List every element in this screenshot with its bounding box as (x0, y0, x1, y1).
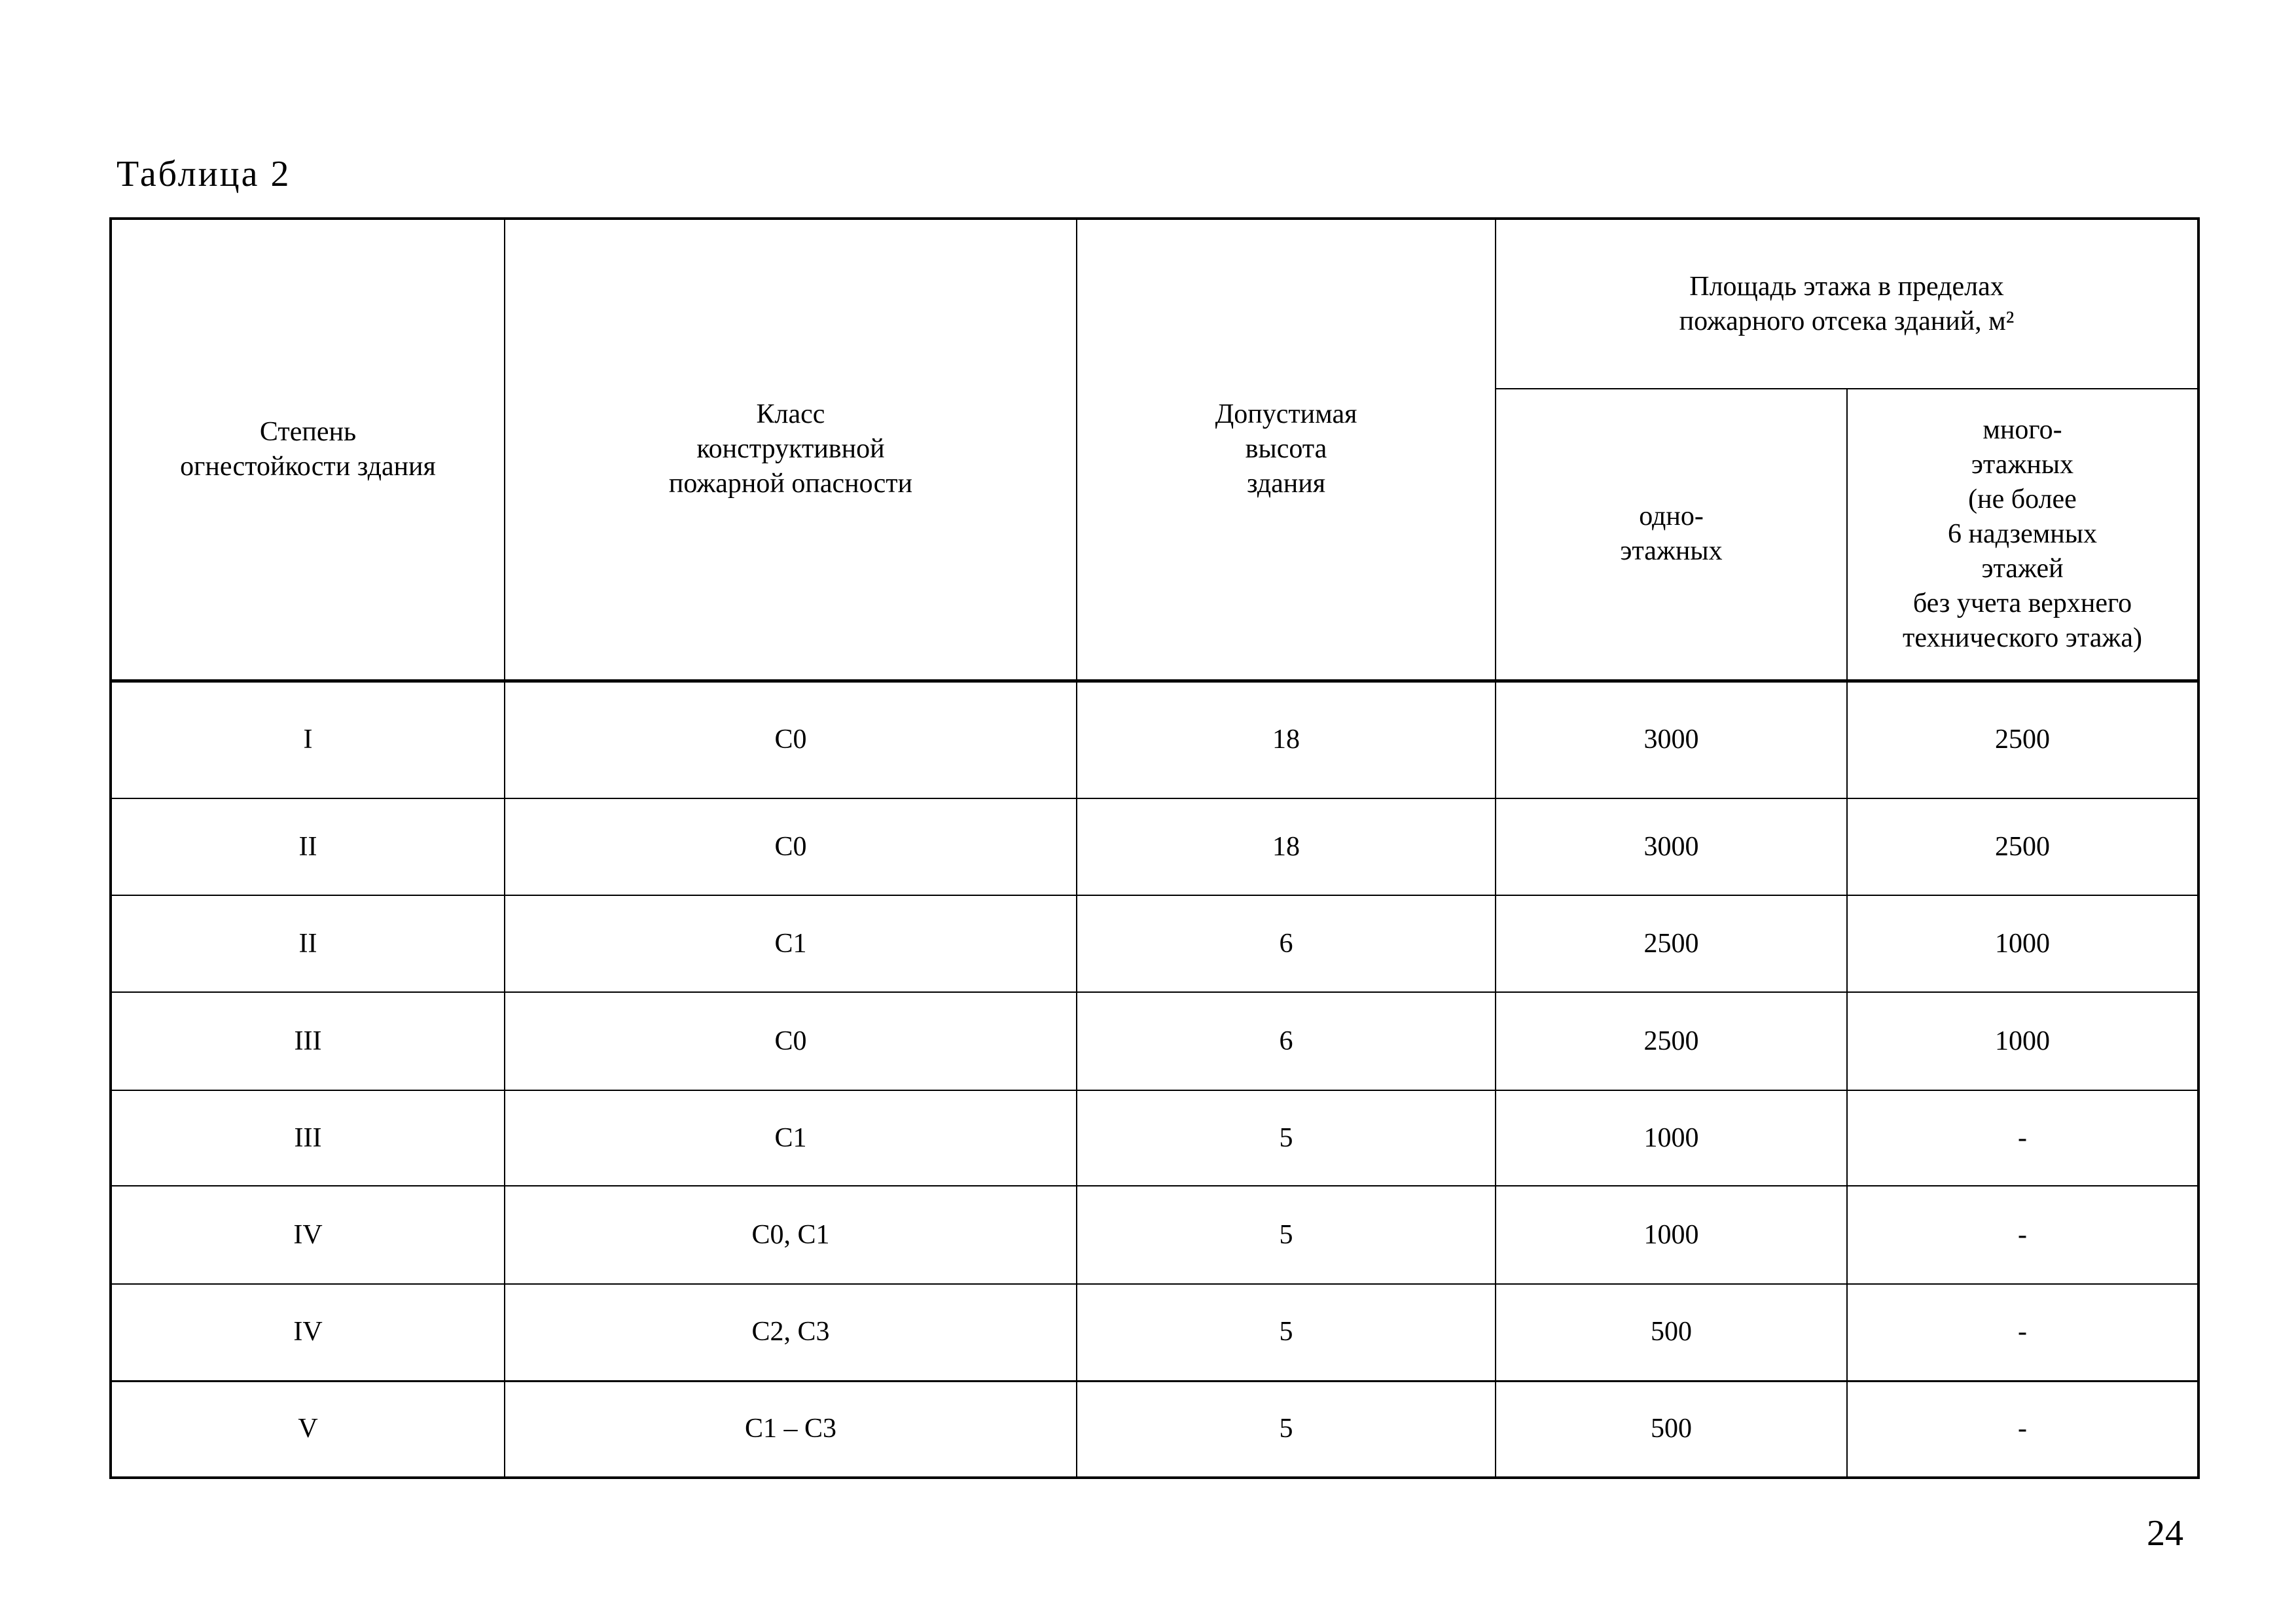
table-row (111, 1284, 2198, 1381)
cell-multi-storey-area: - (1847, 1186, 2198, 1284)
cell-single-storey-area: 500 (1496, 1284, 1847, 1381)
cell-fire-resistance: V (111, 1381, 505, 1478)
table-row (111, 681, 2198, 798)
cell-single-storey-area: 3000 (1496, 798, 1847, 895)
cell-multi-storey-area: 2500 (1847, 681, 2198, 798)
cell-max-height: 5 (1077, 1381, 1496, 1478)
cell-multi-storey-area: 1000 (1847, 895, 2198, 992)
cell-fire-resistance: I (111, 681, 505, 798)
header-structural-class: Класс конструктивной пожарной опасности (505, 219, 1077, 681)
fire-safety-table (109, 217, 2200, 1479)
cell-single-storey-area: 500 (1496, 1381, 1847, 1478)
page-number: 24 (2147, 1513, 2183, 1554)
cell-single-storey-area: 2500 (1496, 992, 1847, 1090)
cell-fire-resistance: III (111, 1090, 505, 1186)
cell-single-storey-area: 2500 (1496, 895, 1847, 992)
cell-max-height: 18 (1077, 681, 1496, 798)
cell-single-storey-area: 3000 (1496, 681, 1847, 798)
cell-max-height: 18 (1077, 798, 1496, 895)
table-row (111, 798, 2198, 895)
cell-structural-class: С2, С3 (505, 1284, 1077, 1381)
cell-multi-storey-area: - (1847, 1381, 2198, 1478)
cell-single-storey-area: 1000 (1496, 1186, 1847, 1284)
table-row (111, 992, 2198, 1090)
cell-structural-class: С1 (505, 1090, 1077, 1186)
cell-fire-resistance: II (111, 798, 505, 895)
header-single-storey: одно- этажных (1496, 389, 1847, 681)
cell-structural-class: С0 (505, 681, 1077, 798)
cell-structural-class: С1 – С3 (505, 1381, 1077, 1478)
cell-structural-class: С0 (505, 992, 1077, 1090)
cell-max-height: 6 (1077, 992, 1496, 1090)
cell-fire-resistance: II (111, 895, 505, 992)
cell-structural-class: С1 (505, 895, 1077, 992)
cell-multi-storey-area: - (1847, 1284, 2198, 1381)
header-max-height: Допустимая высота здания (1077, 219, 1496, 681)
cell-fire-resistance: III (111, 992, 505, 1090)
table-caption: Таблица 2 (117, 154, 291, 194)
table-row (111, 1186, 2198, 1284)
header-multi-storey: много- этажных (не более 6 надземных этажей без учета верхнего технического этажа) (1847, 389, 2198, 681)
cell-max-height: 5 (1077, 1090, 1496, 1186)
cell-structural-class: С0 (505, 798, 1077, 895)
cell-max-height: 5 (1077, 1186, 1496, 1284)
cell-max-height: 5 (1077, 1284, 1496, 1381)
cell-max-height: 6 (1077, 895, 1496, 992)
cell-multi-storey-area: 1000 (1847, 992, 2198, 1090)
header-floor-area-group: Площадь этажа в пределах пожарного отсека зданий, м² (1496, 219, 2198, 389)
cell-single-storey-area: 1000 (1496, 1090, 1847, 1186)
cell-structural-class: С0, С1 (505, 1186, 1077, 1284)
table-row (111, 1090, 2198, 1186)
cell-fire-resistance: IV (111, 1186, 505, 1284)
cell-fire-resistance: IV (111, 1284, 505, 1381)
cell-multi-storey-area: - (1847, 1090, 2198, 1186)
header-fire-resistance: Степень огнестойкости здания (111, 219, 505, 681)
table-row (111, 1381, 2198, 1478)
table-row (111, 895, 2198, 992)
cell-multi-storey-area: 2500 (1847, 798, 2198, 895)
